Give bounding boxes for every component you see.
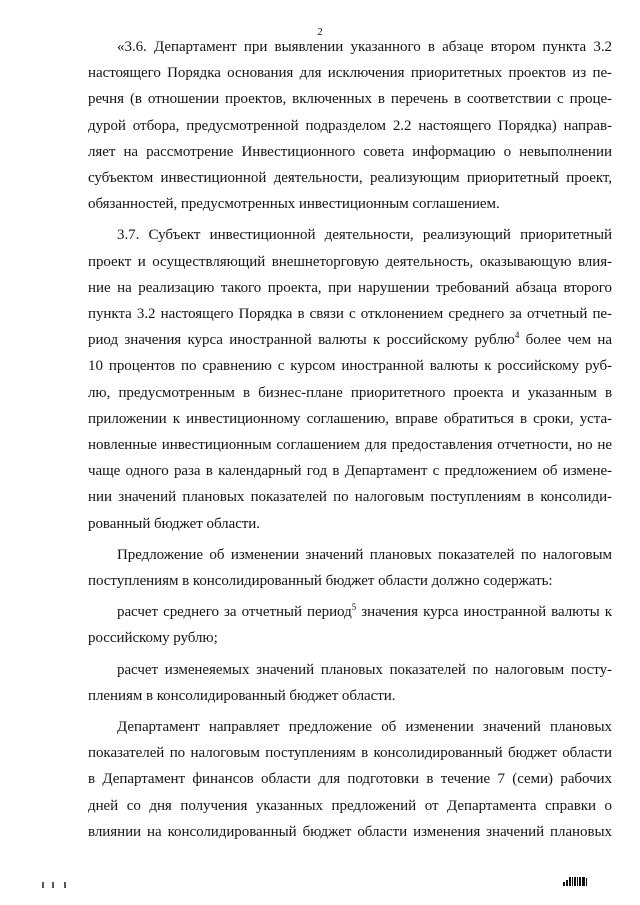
text-segment: риод значения курса иностранной валюты к российскому рублю — [88, 332, 515, 349]
footnote-ref-5[interactable]: 5 — [351, 602, 357, 613]
text-line: показателей по налоговым поступлениям в консолидированный бюджет области — [88, 745, 612, 762]
text-line: расчет изменеяемых значений плановых показателей по налоговым посту- — [117, 661, 612, 678]
text-line: ляет на рассмотрение Инвестиционного совета информацию о невыполнении — [88, 143, 612, 160]
paragraph-calc-average — [88, 599, 612, 651]
text-line: поступлениям в консолидированный бюджет области должно содержать: — [88, 573, 553, 590]
text-line: в Департамент финансов области для подготовки в течение 7 (семи) рабочих — [88, 771, 612, 788]
paragraph-department — [88, 714, 612, 845]
paragraph-calc-values — [88, 657, 612, 709]
text-line: лю, предусмотренным в бизнес-плане приоритетного проекта и указанным в — [88, 384, 612, 401]
text-line: 3.7. Субъект инвестиционной деятельности, реализующий приоритетный — [117, 227, 612, 244]
text-line: приложении к инвестиционному соглашению, вправе обратиться в сроки, уста- — [88, 410, 612, 427]
text-line: рованный бюджет области. — [88, 515, 260, 532]
text-line: проект и осуществляющий внешнеторговую деятельность, оказывающую влия- — [88, 253, 612, 270]
document-body — [88, 34, 612, 845]
text-segment: более чем на — [519, 332, 612, 349]
text-line: «3.6. Департамент при выявлении указанного в абзаце втором пункта 3.2 — [117, 39, 612, 55]
text-line: плениям в консолидированный бюджет области. — [88, 687, 396, 704]
text-line: дней со дня получения указанных предложений от Департамента справки о — [88, 797, 612, 814]
text-line-with-footnote — [88, 327, 612, 353]
text-line: чаще одного раза в календарный год в Департамент с предложением об измене- — [88, 463, 612, 480]
text-line: российскому рублю; — [88, 630, 218, 647]
text-line: 10 процентов по сравнению с курсом иностранной валюты к российскому руб- — [88, 358, 612, 375]
text-line: субъектом инвестиционной деятельности, реализующим приоритетный проект, — [88, 170, 612, 187]
text-segment: значения курса иностранной валюты к — [356, 604, 613, 621]
scan-artifact-left — [42, 878, 70, 888]
text-line: ние на реализацию такого проекта, при нарушении требований абзаца второго — [88, 279, 612, 296]
footnote-ref-4[interactable]: 4 — [514, 330, 520, 341]
paragraph-proposal — [88, 542, 612, 594]
text-line: новленные инвестиционным соглашением для предоставления отчетности, но не — [88, 437, 612, 454]
text-line-with-footnote — [88, 599, 612, 625]
text-line: Департамент направляет предложение об изменении значений плановых — [117, 719, 612, 736]
text-segment: расчет среднего за отчетный период — [117, 604, 352, 621]
paragraph-3-6 — [88, 34, 612, 217]
text-line: влиянии на консолидированный бюджет области изменения значений плановых — [88, 823, 612, 840]
barcode-mark-icon — [563, 876, 591, 886]
text-line: Предложение об изменении значений плановых показателей по налоговым — [117, 546, 612, 563]
text-line: пункта 3.2 настоящего Порядка в связи с отклонением среднего за отчетный пе- — [88, 306, 612, 323]
text-line: нии значений плановых показателей по налоговым поступлениям в консолиди- — [88, 489, 612, 506]
text-line: речня (в отношении проектов, включенных в перечень в соответствии с проце- — [88, 91, 612, 108]
text-line: настоящего Порядка основания для исключения приоритетных проектов из пе- — [88, 65, 612, 82]
page-number: 2 — [317, 26, 323, 38]
paragraph-3-7 — [88, 222, 612, 536]
text-line: обязанностей, предусмотренных инвестиционным соглашением. — [88, 196, 500, 213]
text-line: дурой отбора, предусмотренной подразделом 2.2 настоящего Порядка) направ- — [88, 117, 612, 134]
